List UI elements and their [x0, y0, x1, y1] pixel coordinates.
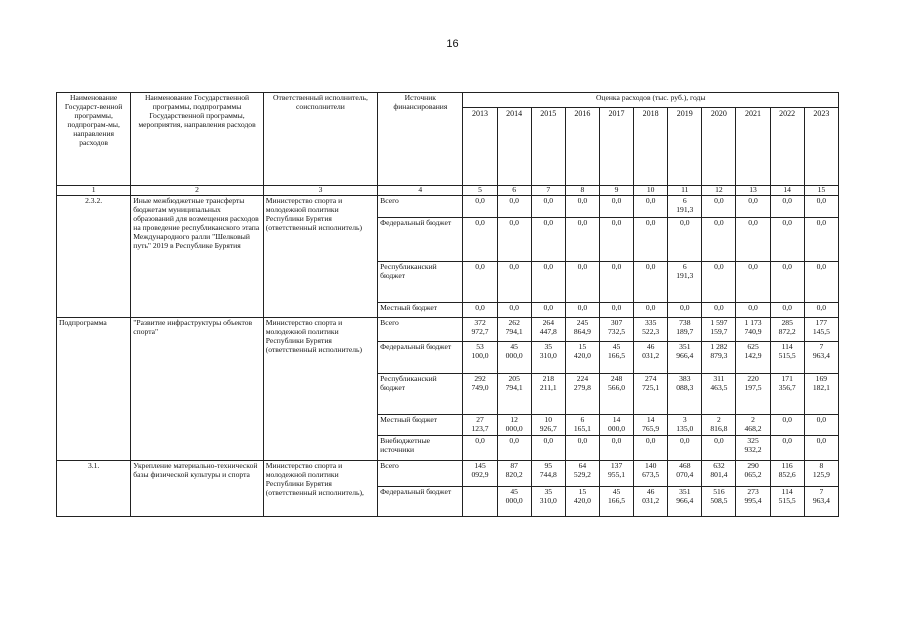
expense-value: 0,0	[668, 436, 702, 461]
expense-value: 262 794,1	[497, 318, 531, 342]
expense-value: 0,0	[736, 262, 770, 303]
expense-value: 351 966,4	[668, 342, 702, 374]
funding-source: Республиканский бюджет	[378, 374, 463, 415]
expense-value: 0,0	[668, 218, 702, 262]
expense-value: 0,0	[634, 218, 668, 262]
funding-source: Внебюджетные источники	[378, 436, 463, 461]
row-name: Иные межбюджетные трансферты бюджетам муниципальных образований для возмещения расходов на проведение республиканского этапа Международного ралли "Шелковый путь" 2019 в Республике Бурятия	[131, 196, 263, 318]
expense-value: 64 529,2	[565, 461, 599, 487]
header-year: 2013	[463, 108, 497, 186]
expense-value: 383 088,3	[668, 374, 702, 415]
expense-value: 292 749,0	[463, 374, 497, 415]
table-row	[57, 461, 839, 487]
row-code: Подпрограмма	[57, 318, 131, 461]
expense-value: 6 165,1	[565, 415, 599, 436]
expense-value: 307 732,5	[599, 318, 633, 342]
column-number: 5	[463, 186, 497, 196]
expense-value: 46 031,2	[634, 342, 668, 374]
expense-value: 218 211,1	[531, 374, 565, 415]
expense-value: 87 820,2	[497, 461, 531, 487]
header-year: 2020	[702, 108, 736, 186]
expense-value: 0,0	[599, 218, 633, 262]
expense-value: 35 310,0	[531, 487, 565, 517]
header-name: Наименование Государственной программы, подпрограммы Государственной программы, мероприятия, направления расходов	[131, 93, 263, 186]
expense-value: 0,0	[736, 196, 770, 218]
expense-value: 53 100,0	[463, 342, 497, 374]
expense-value: 0,0	[565, 262, 599, 303]
expense-value: 0,0	[497, 218, 531, 262]
expense-value: 274 725,1	[634, 374, 668, 415]
row-name: "Развитие инфраструктуры объектов спорта"	[131, 318, 263, 461]
expense-value: 45 000,0	[497, 487, 531, 517]
header-year: 2022	[770, 108, 804, 186]
expense-value: 1 282 879,3	[702, 342, 736, 374]
row-code: 3.1.	[57, 461, 131, 517]
page-number: 16	[446, 38, 459, 50]
expense-value: 169 182,1	[804, 374, 838, 415]
expense-value: 0,0	[804, 218, 838, 262]
expense-value: 372 972,7	[463, 318, 497, 342]
expense-value: 35 310,0	[531, 342, 565, 374]
funding-source: Всего	[378, 461, 463, 487]
funding-source: Всего	[378, 318, 463, 342]
expense-value: 325 932,2	[736, 436, 770, 461]
row-code: 2.3.2.	[57, 196, 131, 318]
column-number: 10	[634, 186, 668, 196]
row-executor: Министерство спорта и молодежной политики Республики Бурятия (ответственный исполнитель)	[263, 196, 377, 318]
expense-value: 6 191,3	[668, 196, 702, 218]
expense-value: 0,0	[497, 303, 531, 318]
expense-value: 0,0	[770, 218, 804, 262]
expense-value: 177 145,5	[804, 318, 838, 342]
funding-source: Федеральный бюджет	[378, 487, 463, 517]
column-number: 8	[565, 186, 599, 196]
header-estimate: Оценка расходов (тыс. руб.), годы	[463, 93, 839, 108]
expense-value: 46 031,2	[634, 487, 668, 517]
expense-value: 0,0	[804, 303, 838, 318]
expense-value: 0,0	[634, 262, 668, 303]
expense-value: 0,0	[565, 303, 599, 318]
expense-value: 6 191,3	[668, 262, 702, 303]
expense-value: 248 566,0	[599, 374, 633, 415]
expense-value: 45 166,5	[599, 342, 633, 374]
expense-value: 0,0	[531, 303, 565, 318]
expense-value: 0,0	[770, 415, 804, 436]
expense-value: 0,0	[599, 436, 633, 461]
expense-value: 7 963,4	[804, 342, 838, 374]
expense-value: 0,0	[634, 436, 668, 461]
expense-value: 351 966,4	[668, 487, 702, 517]
expense-value: 738 189,7	[668, 318, 702, 342]
header-year: 2023	[804, 108, 838, 186]
expense-value: 0,0	[565, 196, 599, 218]
expense-value: 0,0	[463, 196, 497, 218]
funding-source: Местный бюджет	[378, 415, 463, 436]
column-number: 3	[263, 186, 377, 196]
funding-source: Федеральный бюджет	[378, 342, 463, 374]
expense-value: 632 801,4	[702, 461, 736, 487]
expense-value: 0,0	[463, 218, 497, 262]
budget-table	[56, 92, 839, 517]
expense-value: 0,0	[565, 436, 599, 461]
expense-value: 0,0	[599, 303, 633, 318]
expense-value: 0,0	[804, 262, 838, 303]
expense-value: 0,0	[634, 196, 668, 218]
funding-source: Федеральный бюджет	[378, 218, 463, 262]
expense-value: 0,0	[702, 262, 736, 303]
expense-value: 27 123,7	[463, 415, 497, 436]
expense-value: 0,0	[770, 303, 804, 318]
expense-value: 0,0	[531, 196, 565, 218]
funding-source: Всего	[378, 196, 463, 218]
table-row	[57, 318, 839, 342]
expense-value: 0,0	[770, 262, 804, 303]
expense-value: 0,0	[702, 196, 736, 218]
expense-value: 0,0	[531, 262, 565, 303]
expense-value: 14 765,9	[634, 415, 668, 436]
funding-source: Местный бюджет	[378, 303, 463, 318]
expense-value: 0,0	[804, 196, 838, 218]
expense-value: 0,0	[497, 436, 531, 461]
expense-value: 2 816,8	[702, 415, 736, 436]
header-year: 2019	[668, 108, 702, 186]
expense-value: 0,0	[804, 436, 838, 461]
expense-value: 12 000,0	[497, 415, 531, 436]
column-number: 11	[668, 186, 702, 196]
column-number: 4	[378, 186, 463, 196]
expense-value: 0,0	[736, 303, 770, 318]
expense-value: 0,0	[463, 262, 497, 303]
expense-value: 0,0	[531, 218, 565, 262]
expense-value: 114 515,5	[770, 342, 804, 374]
column-number: 15	[804, 186, 838, 196]
row-name: Укрепление материально-технической базы физической культуры и спорта	[131, 461, 263, 517]
expense-value: 3 135,0	[668, 415, 702, 436]
expense-value: 0,0	[463, 436, 497, 461]
column-number: 13	[736, 186, 770, 196]
expense-value: 220 197,5	[736, 374, 770, 415]
expense-value: 8 125,9	[804, 461, 838, 487]
column-number: 6	[497, 186, 531, 196]
expense-value: 0,0	[599, 196, 633, 218]
expense-value: 1 597 159,7	[702, 318, 736, 342]
expense-value: 0,0	[702, 303, 736, 318]
column-number: 14	[770, 186, 804, 196]
expense-value: 145 092,9	[463, 461, 497, 487]
header-executor: Ответственный исполнитель, соисполнители	[263, 93, 377, 186]
table-row	[57, 196, 839, 218]
expense-value: 0,0	[531, 436, 565, 461]
expense-value: 15 420,0	[565, 487, 599, 517]
expense-value: 0,0	[702, 436, 736, 461]
expense-value: 0,0	[770, 196, 804, 218]
expense-value: 116 852,6	[770, 461, 804, 487]
expense-value: 224 279,8	[565, 374, 599, 415]
column-number: 1	[57, 186, 131, 196]
column-number: 12	[702, 186, 736, 196]
expense-value: 264 447,8	[531, 318, 565, 342]
expense-value: 205 794,1	[497, 374, 531, 415]
expense-value: 0,0	[804, 415, 838, 436]
header-year: 2017	[599, 108, 633, 186]
expense-value: 0,0	[702, 218, 736, 262]
header-year: 2021	[736, 108, 770, 186]
expense-value: 0,0	[565, 218, 599, 262]
expense-value: 2 468,2	[736, 415, 770, 436]
expense-value: 15 420,0	[565, 342, 599, 374]
expense-value: 0,0	[634, 303, 668, 318]
expense-value: 311 463,5	[702, 374, 736, 415]
column-number: 2	[131, 186, 263, 196]
column-number-row	[57, 186, 839, 196]
header-source: Источник финансирования	[378, 93, 463, 186]
header-program: Наименование Государст-венной программы, подпрограм-мы, направления расходов	[57, 93, 131, 186]
expense-value: 285 872,2	[770, 318, 804, 342]
header-year: 2014	[497, 108, 531, 186]
expense-value: 0,0	[599, 262, 633, 303]
expense-value: 1 173 740,9	[736, 318, 770, 342]
row-executor: Министерство спорта и молодежной политики Республики Бурятия (ответственный исполнитель),	[263, 461, 377, 517]
expense-value: 45 166,5	[599, 487, 633, 517]
expense-value: 625 142,9	[736, 342, 770, 374]
header-row	[57, 93, 839, 108]
expense-value: 516 508,5	[702, 487, 736, 517]
expense-value: 140 673,5	[634, 461, 668, 487]
expense-value: 95 744,8	[531, 461, 565, 487]
row-executor: Министерство спорта и молодежной политики Республики Бурятия (ответственный исполнитель)	[263, 318, 377, 461]
header-year: 2016	[565, 108, 599, 186]
expense-value: 45 000,0	[497, 342, 531, 374]
column-number: 9	[599, 186, 633, 196]
expense-value: 7 963,4	[804, 487, 838, 517]
header-year: 2018	[634, 108, 668, 186]
expense-value: 245 864,9	[565, 318, 599, 342]
expense-value: 137 955,1	[599, 461, 633, 487]
expense-value: 468 070,4	[668, 461, 702, 487]
expense-value: 0,0	[497, 196, 531, 218]
expense-value: 0,0	[497, 262, 531, 303]
expense-value: 171 356,7	[770, 374, 804, 415]
header-year: 2015	[531, 108, 565, 186]
expense-value: 14 000,0	[599, 415, 633, 436]
expense-value: 273 995,4	[736, 487, 770, 517]
expense-value: 10 926,7	[531, 415, 565, 436]
column-number: 7	[531, 186, 565, 196]
expense-value: 335 522,3	[634, 318, 668, 342]
expense-value: 290 065,2	[736, 461, 770, 487]
expense-value	[463, 487, 497, 517]
expense-value: 0,0	[668, 303, 702, 318]
expense-value: 0,0	[736, 218, 770, 262]
expense-value: 114 515,5	[770, 487, 804, 517]
expense-value: 0,0	[770, 436, 804, 461]
funding-source: Республиканский бюджет	[378, 262, 463, 303]
expense-value: 0,0	[463, 303, 497, 318]
